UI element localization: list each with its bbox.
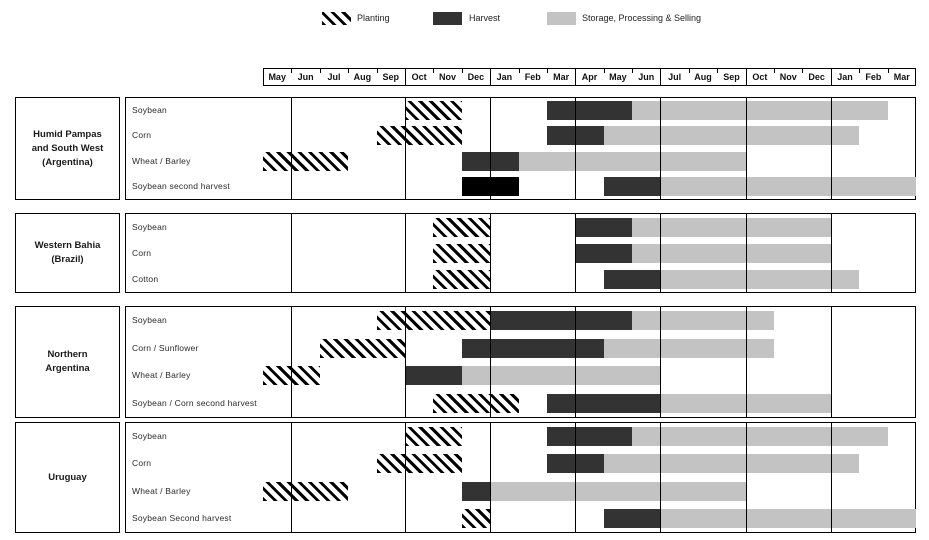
month-label: Oct (752, 72, 768, 82)
band-gridline (831, 214, 832, 292)
storage-bar (604, 454, 860, 473)
crop-row-label: Soybean (132, 315, 167, 326)
harvest-bar (405, 366, 462, 385)
band-gridline (291, 307, 292, 417)
harvest-bar (575, 218, 632, 237)
header-group-separator (831, 69, 832, 85)
planting-bar (462, 509, 490, 528)
band-gridline (405, 307, 406, 417)
month-label: Jun (297, 72, 314, 82)
region-band (125, 213, 916, 293)
storage-bar (632, 218, 831, 237)
planting-bar (433, 244, 490, 263)
planting-bar (433, 218, 490, 237)
crop-row-label: Corn / Sunflower (132, 342, 199, 353)
month-tick (291, 69, 292, 73)
month-tick (519, 69, 520, 73)
month-label: May (609, 72, 627, 82)
harvest-bar (604, 509, 661, 528)
storage-bar (519, 152, 746, 171)
harvest-bar (604, 177, 661, 196)
planting-bar (405, 427, 462, 446)
month-label: May (268, 72, 286, 82)
planting-bar (377, 126, 462, 145)
region-label-box (15, 213, 120, 293)
month-tick (859, 69, 860, 73)
storage-bar (632, 311, 774, 330)
month-label: Sep (723, 72, 740, 82)
region-label-box (15, 422, 120, 533)
month-tick (348, 69, 349, 73)
planting-bar (405, 101, 462, 120)
header-group-separator (405, 69, 406, 85)
storage-bar (660, 509, 916, 528)
month-label: Feb (865, 72, 882, 82)
crop-row-label: Corn (132, 458, 152, 469)
month-label: Mar (893, 72, 910, 82)
month-label: Jan (496, 72, 513, 82)
month-tick (632, 69, 633, 73)
band-gridline (490, 307, 491, 417)
region-label-box (15, 97, 120, 200)
storage-swatch-icon (547, 12, 576, 25)
crop-row-label: Corn (132, 247, 152, 258)
month-tick (433, 69, 434, 73)
harvest-bar (490, 311, 632, 330)
crop-row-label: Soybean (132, 105, 167, 116)
crop-row-label: Soybean (132, 431, 167, 442)
storage-bar (660, 177, 916, 196)
month-tick (377, 69, 378, 73)
band-gridline (291, 98, 292, 199)
band-gridline (405, 98, 406, 199)
band-gridline (660, 98, 661, 199)
header-group-separator (660, 69, 661, 85)
harvest-swatch-icon (433, 12, 462, 25)
region-name: (Brazil) (51, 254, 84, 265)
month-tick (802, 69, 803, 73)
band-gridline (291, 423, 292, 532)
band-gridline (490, 214, 491, 292)
month-tick (462, 69, 463, 73)
month-tick (689, 69, 690, 73)
band-gridline (575, 307, 576, 417)
crop-row-label: Soybean Second harvest (132, 512, 232, 523)
month-label: Feb (524, 72, 541, 82)
band-gridline (831, 307, 832, 417)
harvest-bar (575, 244, 632, 263)
month-label: Nov (439, 72, 457, 82)
month-tick (717, 69, 718, 73)
harvest-bar (547, 427, 632, 446)
month-label: Sep (382, 72, 400, 82)
legend-label-planting: Planting (357, 13, 390, 23)
storage-bar (462, 366, 661, 385)
planting-bar (263, 152, 348, 171)
month-label: Mar (553, 72, 570, 82)
header-group-separator (490, 69, 491, 85)
region-name: Uruguay (48, 471, 87, 483)
band-gridline (746, 214, 747, 292)
month-tick (888, 69, 889, 73)
band-gridline (575, 423, 576, 532)
band-gridline (746, 98, 747, 199)
month-tick (604, 69, 605, 73)
month-label: Dec (467, 72, 485, 82)
storage-bar (632, 244, 831, 263)
crop-row-label: Wheat / Barley (132, 485, 191, 496)
planting-bar (377, 454, 462, 473)
band-gridline (575, 214, 576, 292)
header-group-separator (575, 69, 576, 85)
band-gridline (490, 98, 491, 199)
region-band (125, 422, 916, 533)
crop-row-label: Soybean (132, 221, 167, 232)
region-name: Northern (47, 349, 88, 360)
region-name: Humid Pampas (33, 128, 102, 140)
harvest-bar (604, 270, 661, 289)
band-gridline (405, 214, 406, 292)
region-name: (Argentina) (42, 156, 93, 168)
planting-bar (377, 311, 491, 330)
band-gridline (490, 423, 491, 532)
month-label: Jan (837, 72, 853, 82)
header-group-separator (746, 69, 747, 85)
month-label: Nov (779, 72, 797, 82)
band-gridline (660, 214, 661, 292)
month-label: Oct (411, 72, 427, 82)
legend-label-storage: Storage, Processing & Selling (582, 13, 702, 23)
region-label-box (15, 306, 120, 418)
band-gridline (831, 423, 832, 532)
crop-row-label: Corn (132, 130, 152, 141)
legend-label-harvest: Harvest (469, 13, 501, 23)
month-header (263, 68, 916, 86)
band-gridline (746, 423, 747, 532)
storage-bar (604, 126, 860, 145)
planting-bar (263, 482, 348, 501)
month-label: Aug (694, 72, 712, 82)
harvest-bar (462, 482, 490, 501)
band-gridline (746, 307, 747, 417)
storage-bar (632, 427, 888, 446)
month-label: Dec (808, 72, 825, 82)
month-label: Apr (581, 72, 598, 82)
storage-bar (632, 101, 888, 120)
planting-hatch-icon (322, 12, 351, 25)
month-tick (320, 69, 321, 73)
month-label: Jun (638, 72, 655, 82)
band-gridline (831, 98, 832, 199)
month-label: Aug (353, 72, 372, 82)
month-tick (774, 69, 775, 73)
crop-row-label: Wheat / Barley (132, 155, 191, 166)
month-tick (547, 69, 548, 73)
harvest-bar (547, 101, 632, 120)
month-label: Jul (327, 72, 341, 82)
region-name: and South West (31, 142, 104, 154)
planting-bar (320, 339, 405, 358)
region-name: Western Bahia (34, 240, 101, 251)
harvest-bar (462, 339, 604, 358)
harvest-bar (547, 394, 661, 413)
storage-bar (660, 270, 859, 289)
band-gridline (660, 423, 661, 532)
planting-bar (433, 394, 518, 413)
crop-row-label: Soybean / Corn second harvest (132, 397, 257, 408)
crop-row-label: Cotton (132, 273, 159, 284)
band-gridline (291, 214, 292, 292)
crop-row-label: Wheat / Barley (132, 370, 191, 381)
band-gridline (405, 423, 406, 532)
crop-row-label: Soybean second harvest (132, 180, 230, 191)
storage-bar (604, 339, 774, 358)
planting-bar (433, 270, 490, 289)
region-band (125, 97, 916, 200)
region-name: Argentina (45, 363, 90, 374)
region-band (125, 306, 916, 418)
band-gridline (575, 98, 576, 199)
month-label: Jul (668, 72, 682, 82)
band-gridline (660, 307, 661, 417)
storage-bar (490, 482, 746, 501)
